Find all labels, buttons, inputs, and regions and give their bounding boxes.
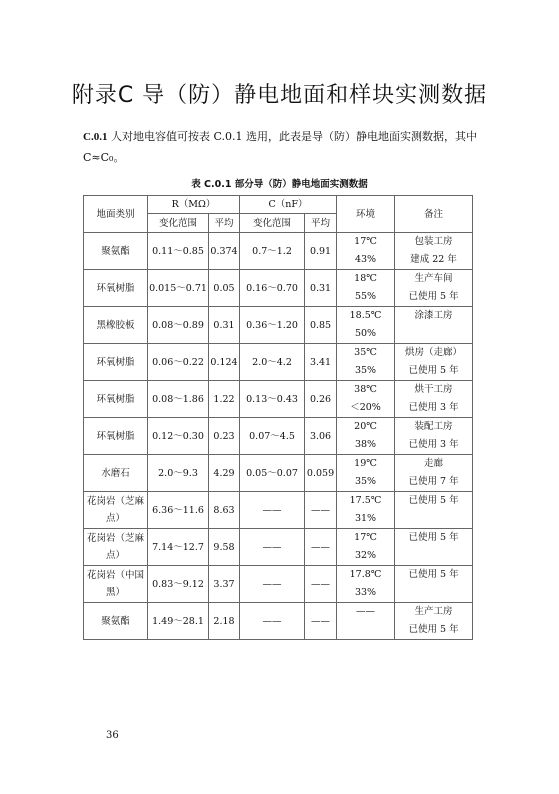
cell-floor-type: 花岗岩（芝麻点）	[84, 529, 148, 566]
table-body	[84, 233, 473, 640]
cell-note-line-2: 建成 22 年	[410, 254, 457, 265]
cell-env-line-2	[337, 621, 394, 639]
cell-note-line-1: 走廊	[424, 458, 444, 469]
cell-env-line-1: 38℃	[354, 384, 377, 395]
cell-r-avg: 3.37	[209, 566, 240, 603]
clause-number: C.0.1	[83, 131, 108, 143]
table-row	[84, 566, 473, 603]
cell-env	[337, 455, 395, 492]
cell-r-range: 0.12～0.30	[148, 418, 209, 455]
cell-note-line-2	[395, 547, 472, 565]
cell-env-line-1: 35℃	[354, 347, 377, 358]
cell-note-line-1: 烘房（走廊）	[405, 347, 463, 358]
cell-note	[395, 492, 473, 529]
cell-r-range: 7.14～12.7	[148, 529, 209, 566]
cell-env	[337, 529, 395, 566]
cell-note	[395, 455, 473, 492]
table-row	[84, 381, 473, 418]
cell-r-avg: 9.58	[209, 529, 240, 566]
cell-note	[395, 566, 473, 603]
cell-note	[395, 381, 473, 418]
cell-floor-type: 花岗岩（中国黑）	[84, 566, 148, 603]
cell-env	[337, 418, 395, 455]
appendix-heading: 附录C 导（防）静电地面和样块实测数据	[71, 83, 488, 108]
cell-c-range: 0.36～1.20	[240, 307, 305, 344]
cell-note-line-2: 已使用 3 年	[408, 439, 459, 450]
cell-r-range: 1.49～28.1	[148, 603, 209, 640]
cell-c-avg: ——	[305, 492, 337, 529]
cell-c-range: ——	[240, 566, 305, 603]
table-row	[84, 529, 473, 566]
cell-env-line-2: ＜20%	[350, 402, 381, 413]
cell-c-range: 2.0～4.2	[240, 344, 305, 381]
cell-env-line-2: 38%	[354, 439, 377, 450]
cell-env-line-2: 43%	[354, 254, 377, 265]
cell-note-line-2: 已使用 5 年	[408, 365, 459, 376]
cell-r-avg: 8.63	[209, 492, 240, 529]
cell-note-line-1: 生产车间	[414, 273, 453, 284]
header-r-range: 变化范围	[148, 214, 209, 233]
cell-note-line-2: 已使用 5 年	[408, 624, 459, 635]
header-env: 环境	[337, 196, 395, 233]
cell-note	[395, 344, 473, 381]
cell-env	[337, 270, 395, 307]
cell-r-avg: 4.29	[209, 455, 240, 492]
cell-env-line-1: 17.8℃	[349, 569, 382, 580]
cell-note-line-2: 已使用 3 年	[408, 402, 459, 413]
cell-r-avg: 0.124	[209, 344, 240, 381]
page-number: 36	[106, 730, 119, 741]
cell-floor-type: 黑橡胶板	[84, 307, 148, 344]
cell-c-avg: 0.91	[305, 233, 337, 270]
cell-note	[395, 233, 473, 270]
cell-note	[395, 529, 473, 566]
cell-env-line-2: 32%	[354, 550, 377, 561]
cell-env	[337, 492, 395, 529]
cell-r-range: 2.0～9.3	[148, 455, 209, 492]
cell-floor-type: 聚氨酯	[84, 603, 148, 640]
table-row	[84, 307, 473, 344]
intro-line-2: C≈C₀。	[83, 151, 125, 164]
cell-c-avg: ——	[305, 529, 337, 566]
cell-c-range: ——	[240, 492, 305, 529]
cell-r-avg: 0.31	[209, 307, 240, 344]
table-caption: 表 C.0.1 部分导（防）静电地面实测数据	[191, 179, 368, 190]
header-c-group: C（nF）	[240, 196, 337, 214]
cell-floor-type: 环氧树脂	[84, 418, 148, 455]
cell-r-range: 0.06～0.22	[148, 344, 209, 381]
cell-floor-type: 聚氨酯	[84, 233, 148, 270]
table-row	[84, 492, 473, 529]
header-c-avg: 平均	[305, 214, 337, 233]
cell-env-line-1: 20℃	[354, 421, 377, 432]
cell-c-range: 0.16～0.70	[240, 270, 305, 307]
cell-note-line-1: 已使用 5 年	[408, 495, 459, 506]
cell-note-line-1: 已使用 5 年	[408, 532, 459, 543]
cell-c-range: 0.05～0.07	[240, 455, 305, 492]
cell-c-avg: 0.31	[305, 270, 337, 307]
cell-env-line-1: 19℃	[354, 458, 377, 469]
cell-r-avg: 2.18	[209, 603, 240, 640]
cell-note-line-2	[395, 325, 472, 343]
cell-env-line-1: ——	[356, 606, 376, 617]
cell-r-avg: 0.23	[209, 418, 240, 455]
cell-r-range: 0.08～1.86	[148, 381, 209, 418]
cell-c-range: ——	[240, 529, 305, 566]
cell-r-avg: 0.05	[209, 270, 240, 307]
cell-r-range: 0.08～0.89	[148, 307, 209, 344]
cell-c-avg: 3.41	[305, 344, 337, 381]
cell-note-line-1: 烘干工房	[414, 384, 453, 395]
cell-note	[395, 603, 473, 640]
cell-c-range: 0.7～1.2	[240, 233, 305, 270]
table-row	[84, 603, 473, 640]
cell-note-line-1: 已使用 5 年	[408, 569, 459, 580]
cell-floor-type: 花岗岩（芝麻点）	[84, 492, 148, 529]
cell-env	[337, 603, 395, 640]
cell-env-line-2: 55%	[354, 291, 377, 302]
cell-env-line-1: 18.5℃	[349, 310, 382, 321]
cell-env	[337, 381, 395, 418]
header-type: 地面类别	[84, 196, 148, 233]
cell-note-line-1: 涂漆工房	[414, 310, 453, 321]
cell-r-avg: 1.22	[209, 381, 240, 418]
cell-c-range: ——	[240, 603, 305, 640]
cell-note-line-1: 生产工房	[414, 606, 453, 617]
table-row	[84, 418, 473, 455]
cell-c-avg: 3.06	[305, 418, 337, 455]
cell-note-line-2: 已使用 5 年	[408, 291, 459, 302]
cell-r-range: 0.015～0.71	[148, 270, 209, 307]
cell-floor-type: 环氧树脂	[84, 381, 148, 418]
cell-r-avg: 0.374	[209, 233, 240, 270]
cell-floor-type: 环氧树脂	[84, 344, 148, 381]
cell-env-line-1: 17℃	[354, 236, 377, 247]
cell-floor-type: 水磨石	[84, 455, 148, 492]
cell-env-line-2: 50%	[354, 328, 377, 339]
cell-env-line-2: 33%	[354, 587, 377, 598]
cell-r-range: 0.83～9.12	[148, 566, 209, 603]
cell-env-line-1: 17℃	[354, 532, 377, 543]
header-r-avg: 平均	[209, 214, 240, 233]
cell-c-avg: ——	[305, 603, 337, 640]
cell-env-line-2: 35%	[354, 365, 377, 376]
cell-c-avg: 0.26	[305, 381, 337, 418]
cell-env	[337, 344, 395, 381]
cell-note	[395, 307, 473, 344]
cell-c-avg: ——	[305, 566, 337, 603]
cell-note-line-2: 已使用 7 年	[408, 476, 459, 487]
cell-c-range: 0.13～0.43	[240, 381, 305, 418]
cell-env	[337, 307, 395, 344]
intro-paragraph-line-2	[83, 148, 483, 168]
cell-env-line-1: 17.5℃	[349, 495, 382, 506]
cell-c-range: 0.07～4.5	[240, 418, 305, 455]
cell-note-line-2	[395, 584, 472, 602]
cell-note-line-1: 包装工房	[414, 236, 453, 247]
cell-env	[337, 233, 395, 270]
cell-floor-type: 环氧树脂	[84, 270, 148, 307]
cell-r-range: 0.11～0.85	[148, 233, 209, 270]
cell-note-line-1: 装配工房	[414, 421, 453, 432]
intro-paragraph	[83, 127, 483, 147]
cell-env	[337, 566, 395, 603]
header-c-range: 变化范围	[240, 214, 305, 233]
cell-c-avg: 0.059	[305, 455, 337, 492]
cell-env-line-1: 18℃	[354, 273, 377, 284]
measurement-table	[83, 195, 473, 640]
header-note: 备注	[395, 196, 473, 233]
table-row	[84, 344, 473, 381]
cell-env-line-2: 35%	[354, 476, 377, 487]
intro-line-1: 人对地电容值可按表 C.0.1 选用，此表是导（防）静电地面实测数据，其中	[107, 130, 477, 143]
cell-note-line-2	[395, 510, 472, 528]
table-row	[84, 270, 473, 307]
cell-r-range: 6.36～11.6	[148, 492, 209, 529]
cell-note	[395, 270, 473, 307]
cell-env-line-2: 31%	[354, 513, 377, 524]
cell-note	[395, 418, 473, 455]
header-r-group: R（MΩ）	[148, 196, 240, 214]
table-row	[84, 455, 473, 492]
cell-c-avg: 0.85	[305, 307, 337, 344]
table-row	[84, 233, 473, 270]
